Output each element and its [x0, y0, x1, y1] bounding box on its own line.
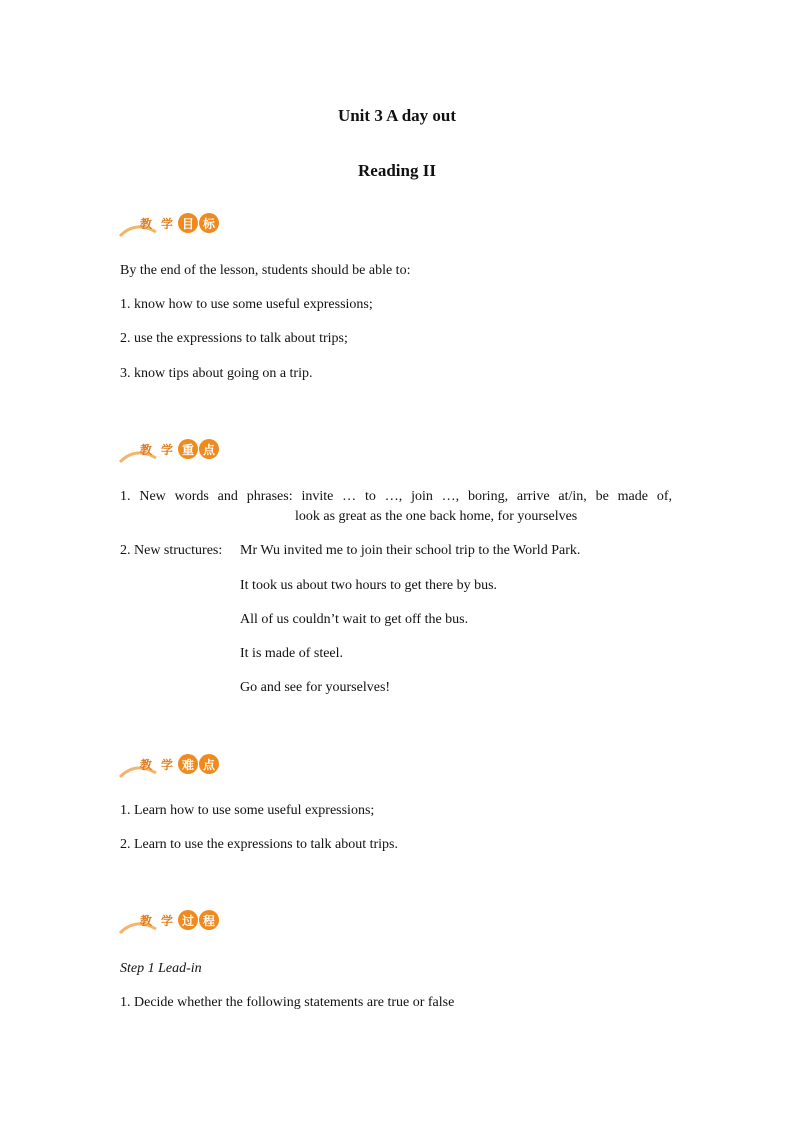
section-banner-objectives: [118, 210, 228, 242]
objective-item: 1. know how to use some useful expressions;: [120, 297, 373, 312]
section-banner-key-points: [118, 436, 228, 468]
difficulty-item: 1. Learn how to use some useful expressions;: [120, 803, 375, 818]
page-title: Unit 3 A day out: [337, 106, 457, 125]
banner-char: 学: [160, 757, 173, 772]
banner-char: 学: [160, 913, 173, 928]
structure-item: It took us about two hours to get there by bus.: [240, 578, 498, 593]
structure-item: All of us couldn’t wait to get off the bus.: [240, 612, 469, 627]
key-words-line: 1. New words and phrases: invite … to …, join …, boring, arrive at/in, be made of,: [120, 489, 672, 504]
structure-item: Go and see for yourselves!: [240, 680, 391, 695]
objective-item: 3. know tips about going on a trip.: [120, 366, 313, 381]
banner-char: 学: [160, 442, 173, 457]
banner-char: 教: [139, 757, 152, 772]
page-subtitle: Reading II: [358, 161, 436, 180]
banner-char: 学: [160, 216, 173, 231]
banner-char: 点: [199, 439, 219, 459]
banner-char: 点: [199, 754, 219, 774]
banner-char: 标: [199, 213, 219, 233]
process-item: 1. Decide whether the following statements are true or false: [120, 995, 455, 1010]
structure-item: Mr Wu invited me to join their school trip to the World Park.: [240, 543, 581, 558]
banner-char: 重: [178, 439, 198, 459]
difficulty-item: 2. Learn to use the expressions to talk about trips.: [120, 837, 398, 852]
banner-char: 教: [139, 913, 152, 928]
banner-char: 目: [178, 213, 198, 233]
banner-char: 程: [199, 910, 219, 930]
objective-item: 2. use the expressions to talk about trips;: [120, 331, 348, 346]
section-banner-difficulties: [118, 751, 228, 783]
banner-char: 教: [139, 216, 152, 231]
step-heading: Step 1 Lead-in: [120, 961, 202, 976]
structure-item: It is made of steel.: [240, 646, 344, 661]
key-words-line-cont: look as great as the one back home, for yourselves: [295, 509, 578, 524]
banner-char: 教: [139, 442, 152, 457]
banner-char: 过: [178, 910, 198, 930]
section-banner-process: [118, 907, 228, 939]
objective-intro: By the end of the lesson, students should be able to:: [120, 263, 411, 278]
structures-label: 2. New structures:: [120, 543, 223, 558]
banner-char: 难: [178, 754, 198, 774]
